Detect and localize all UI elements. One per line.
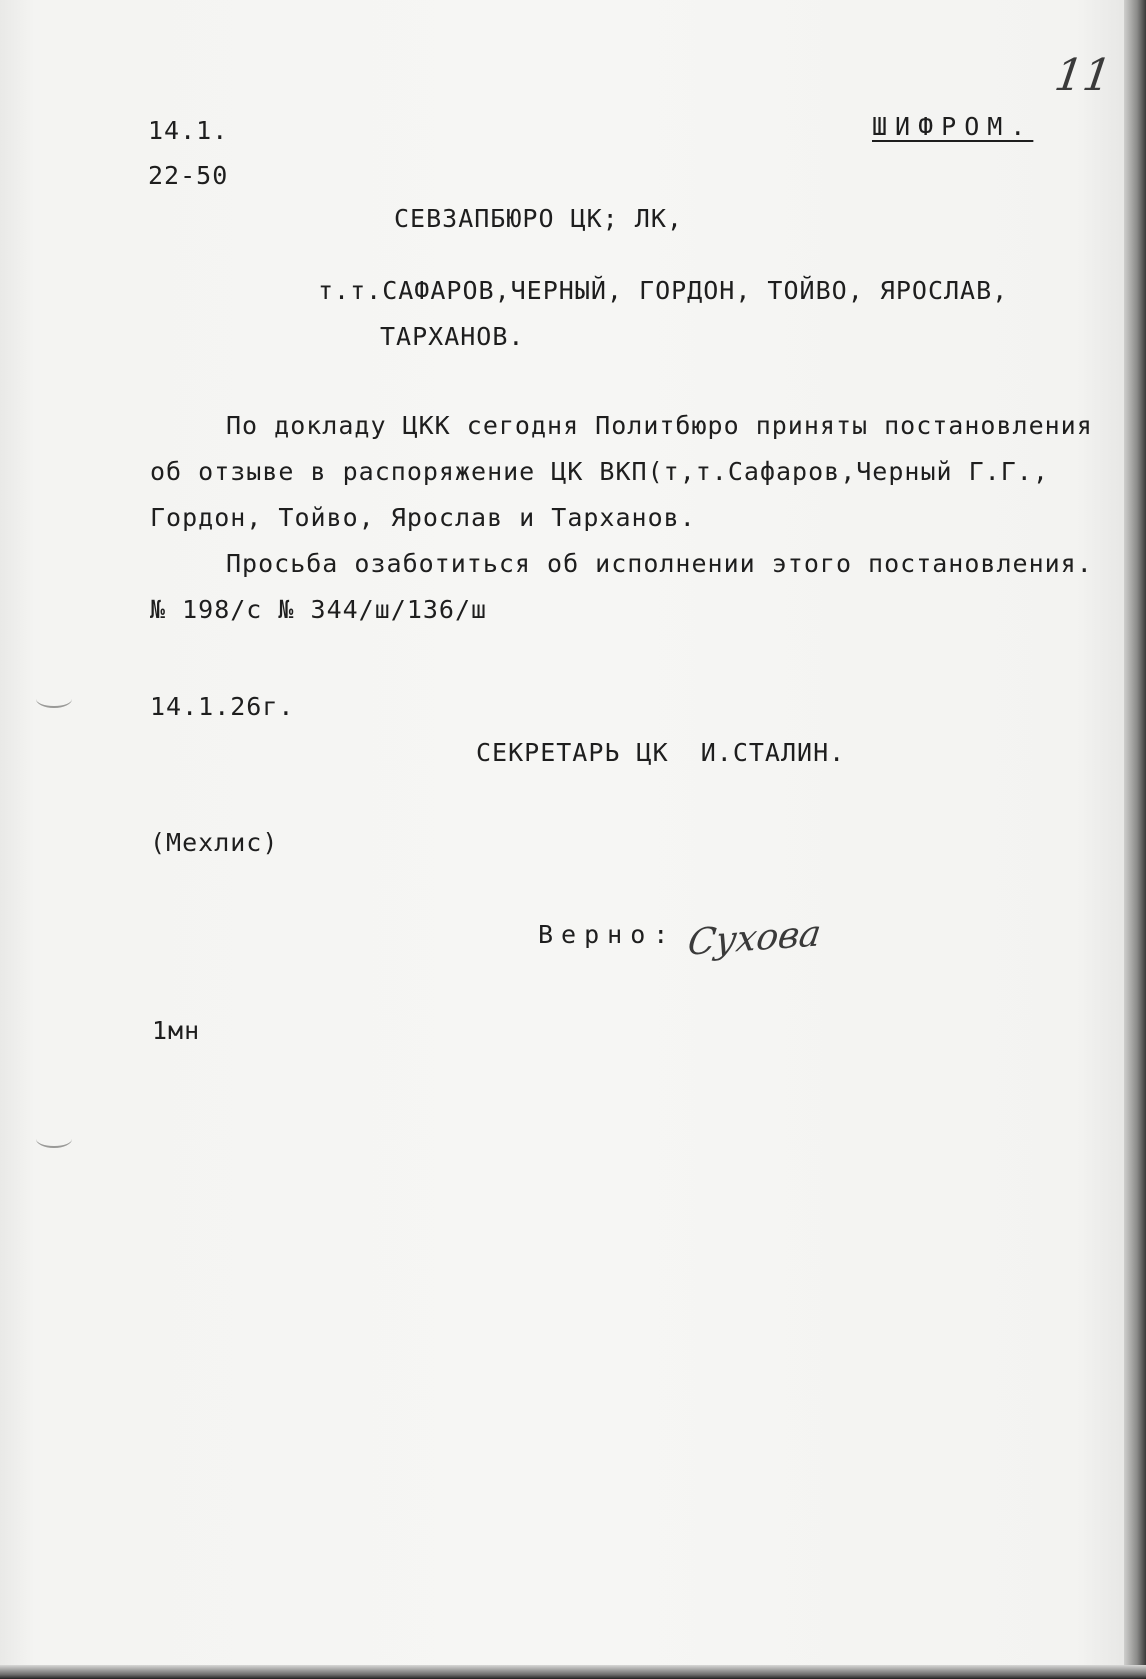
page-edge-bottom bbox=[0, 1665, 1146, 1679]
sheet-number: 11 bbox=[1051, 50, 1115, 101]
body-line-1: По докладу ЦКК сегодня Политбюро приняты постановления bbox=[226, 411, 1093, 440]
certified-signature: Сухова bbox=[685, 913, 824, 964]
body-line-2: об отзыве в распоряжение ЦК ВКП(т,т.Сафаров,Черный Г.Г., bbox=[150, 457, 1049, 486]
punch-hole-mark bbox=[36, 690, 72, 708]
page-edge-right bbox=[1124, 0, 1146, 1679]
addressee: СЕВЗАПБЮРО ЦК; ЛК, bbox=[394, 204, 683, 233]
cipher-marking: ШИФРОМ. bbox=[872, 112, 1034, 141]
signatory: СЕКРЕТАРЬ ЦК И.СТАЛИН. bbox=[476, 738, 846, 767]
certified-label: Верно: bbox=[538, 920, 677, 949]
punch-hole-mark bbox=[36, 1130, 72, 1148]
copies-count: 1мн bbox=[152, 1016, 201, 1045]
time: 22-50 bbox=[148, 161, 229, 190]
body-line-4: Просьба озаботиться об исполнении этого постановления. bbox=[226, 549, 1093, 578]
reference-numbers: № 198/с № 344/ш/136/ш bbox=[150, 595, 488, 624]
date-bottom: 14.1.26г. bbox=[150, 692, 295, 721]
author: (Мехлис) bbox=[150, 828, 279, 857]
recipients-line-1: т.т.САФАРОВ,ЧЕРНЫЙ, ГОРДОН, ТОЙВО, ЯРОСЛАВ, bbox=[318, 276, 1009, 305]
body-line-3: Гордон, Тойво, Ярослав и Тарханов. bbox=[150, 503, 696, 532]
recipients-line-2: ТАРХАНОВ. bbox=[380, 322, 525, 351]
date-top: 14.1. bbox=[148, 116, 229, 145]
